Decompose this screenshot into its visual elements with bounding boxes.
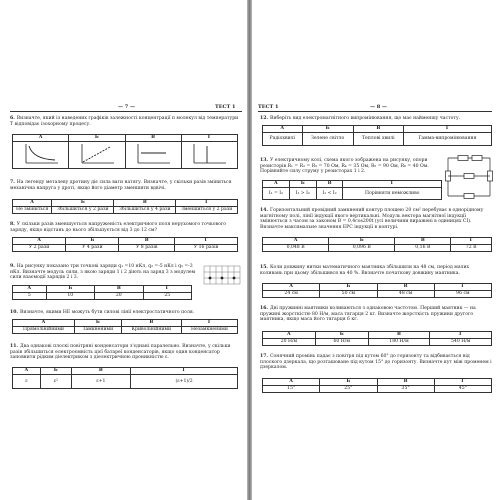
answer-option[interactable]: 180 Н/м: [368, 338, 430, 346]
answer-option[interactable]: 48 см: [377, 290, 434, 298]
option-header: Г: [131, 368, 238, 375]
question-number: 10.: [10, 310, 18, 315]
option-header: Б: [315, 332, 368, 339]
option-header: А: [263, 238, 329, 245]
question-9: [10, 264, 200, 281]
option-header: В: [95, 286, 143, 293]
option-header: В: [114, 200, 176, 207]
answer-option[interactable]: ε+1: [71, 374, 131, 388]
option-header: В: [377, 379, 434, 386]
option-header: Г: [175, 238, 238, 245]
option-header: В: [368, 332, 430, 339]
question-10: [10, 310, 242, 316]
right-page: [252, 0, 500, 500]
answer-table-17: [262, 378, 492, 393]
answer-option[interactable]: Збільшиться у 2 рази: [52, 206, 114, 214]
answer-option[interactable]: 25: [143, 292, 192, 300]
option-header: Г: [403, 126, 491, 133]
question-number: 14.: [260, 208, 268, 213]
option-header: В: [125, 135, 181, 142]
graph-option-a[interactable]: [13, 141, 69, 168]
option-header: Б: [320, 379, 377, 386]
option-header: Б: [66, 238, 119, 245]
answer-option[interactable]: 24 см: [263, 290, 320, 298]
answer-option[interactable]: Замкненими: [75, 326, 122, 334]
question-12: [260, 116, 492, 122]
answer-table-10: [12, 319, 238, 334]
option-header: Б: [329, 238, 395, 245]
graph-increasing-dashed-icon: [77, 142, 117, 166]
option-header: Б: [52, 200, 114, 207]
question-text: Дві пружинні маятники коливаються з однаковою частотою. Перший маятник — на пружині жорсткістю 80 Н/м, маса тягарця 2 кг. Визначте жорсткість пружини другого маятника, якщо маса його тягарця 6 кг.: [260, 306, 476, 323]
question-text: Коли довжину нитки математичного маятника збільшили на 48 см, період малих коливань при цьому збільшився на 40 %. Визначте початкову довжину маятника.: [260, 265, 470, 276]
answer-option[interactable]: (ε+1)/2: [131, 374, 238, 388]
answer-option[interactable]: 10: [46, 292, 94, 300]
question-text: Горизонтальний провідний замкнений контур площею 20 см² перебуває в однорідному магнітному полі, лінії індукції якого вертикальні. Модуль вектора магнітної індукції змінюється з часом за законом B = 0,4cos200t (усі величини виражені в одиницях СІ). Визначте максимальне значення ЕРС індукції в контурі.: [260, 208, 484, 230]
answer-option[interactable]: I₁ = I₂: [263, 187, 290, 199]
option-header: В: [377, 284, 434, 291]
graph-option-c[interactable]: [125, 141, 181, 168]
option-header: А: [13, 200, 52, 207]
question-14: [260, 208, 492, 230]
circuit-diagram-icon: [444, 154, 494, 200]
option-header: А: [13, 368, 41, 375]
question-6: [10, 116, 242, 127]
question-text: На легенду металеву дротину діє сила ваги натягу. Визначте, у скільки разів зміниться механічна напруга у дроті, якщо його діаметр зменшити вдвічі.: [10, 180, 232, 191]
answer-table-13: [262, 180, 442, 200]
answer-option[interactable]: 15°: [263, 385, 320, 393]
option-header: В: [395, 238, 451, 245]
option-header: В: [316, 181, 343, 188]
option-header: А: [263, 181, 290, 188]
answer-option[interactable]: 20: [95, 292, 143, 300]
graph-option-b[interactable]: [69, 141, 125, 168]
test-label-right: ТЕСТ 1: [258, 104, 279, 110]
option-header: Б: [75, 320, 122, 327]
answer-table-7: [12, 199, 238, 214]
answer-option[interactable]: 0,048 В: [263, 244, 329, 252]
option-header: Г: [434, 284, 491, 291]
graph-horizontal-line-icon: [133, 142, 173, 166]
question-number: 7.: [10, 180, 15, 185]
question-16: [260, 306, 492, 323]
question-text: Два однакові плоскі повітряні конденсатори з'єднані паралельно. Визначте, у скільки разів збільшиться електроємність цієї батареї конденсаторів, якщо один конденсатор заповнити рідким діелектриком з діелектричною проникністю ε.: [10, 344, 231, 361]
question-text: Визначте, який із наведених графіків залежності концентрації п молекул від температури Т відповідає ізохорному процесу.: [10, 116, 239, 127]
option-header: А: [13, 135, 69, 142]
question-number: 15.: [260, 265, 268, 270]
question-number: 13.: [260, 158, 268, 163]
question-17: [260, 354, 492, 371]
answer-option[interactable]: У 8 разів: [119, 244, 175, 252]
option-header: Г: [343, 181, 442, 188]
option-header: А: [13, 238, 66, 245]
answer-option[interactable]: 5: [13, 292, 47, 300]
question-number: 9.: [10, 264, 15, 269]
question-number: 11.: [10, 344, 18, 349]
option-header: В: [353, 126, 403, 133]
option-header: В: [121, 320, 181, 327]
answer-table-9: [12, 285, 192, 300]
option-header: Г: [181, 135, 237, 142]
option-header: В: [119, 238, 175, 245]
answer-table-16: [262, 331, 492, 346]
answer-table-15: [262, 283, 492, 298]
option-header: А: [263, 332, 316, 339]
answer-option[interactable]: 540 Н/м: [430, 338, 492, 346]
option-header: А: [263, 284, 320, 291]
option-header: Г: [430, 332, 492, 339]
question-number: 17.: [260, 354, 268, 359]
option-header: Б: [289, 181, 316, 188]
question-number: 16.: [260, 306, 268, 311]
question-text: На рисунку показано три точкові заряди q₁ =10 нКл, q₂ =-5 нКл і q₃ =-3 нКл. Визначте модуль сили, з якою заряди 1 і 2 діють на заряд 3 з модулем сили взаємодії зарядів 2 і 3.: [10, 264, 196, 281]
option-header: Г: [176, 200, 238, 207]
option-header: Г: [143, 286, 192, 293]
answer-table-11: [12, 367, 238, 389]
answer-option[interactable]: У 2 рази: [13, 244, 66, 252]
question-text: У скільки разів зменшується напруженість електричного поля нерухомого точкового заряду, якщо відстань до нього збільшується від 3 до 12 см?: [10, 222, 227, 233]
answer-option[interactable]: 35°: [377, 385, 434, 393]
answer-option[interactable]: Зменшиться у 2 рази: [176, 206, 238, 214]
answer-option[interactable]: 96 см: [434, 290, 491, 298]
answer-option[interactable]: 72 В: [451, 244, 492, 252]
page-number-left: — 7 —: [118, 104, 135, 110]
answer-option[interactable]: I₁ > I₂: [289, 187, 316, 199]
answer-option[interactable]: 0,16 В: [395, 244, 451, 252]
option-header: В: [71, 368, 131, 375]
answer-option[interactable]: У 4 рази: [66, 244, 119, 252]
answer-option[interactable]: 50 см: [320, 290, 377, 298]
option-header: Б: [302, 126, 353, 133]
answer-option[interactable]: Прямолінійними: [13, 326, 75, 334]
question-8: [10, 222, 242, 233]
question-number: 6.: [10, 116, 15, 121]
answer-option[interactable]: 0,096 В: [329, 244, 395, 252]
answer-option[interactable]: Гамма-випромінювання: [403, 132, 491, 145]
answer-option[interactable]: Зелене світло: [302, 132, 353, 145]
left-page: [0, 0, 247, 500]
graph-option-d[interactable]: [181, 141, 237, 168]
graph-vertical-line-icon: [189, 142, 229, 166]
test-label-left: ТЕСТ 1: [215, 104, 236, 110]
option-header: Г: [451, 238, 492, 245]
answer-table-6: [12, 134, 238, 169]
option-header: Б: [40, 368, 71, 375]
header-rule: [258, 111, 492, 112]
answer-option[interactable]: ε²: [40, 374, 71, 388]
answer-table-14: [262, 237, 492, 252]
option-header: Г: [434, 379, 491, 386]
answer-table-8: [12, 237, 238, 252]
question-text: Виберіть вид електромагнітного випромінювання, що має найменшу частоту.: [270, 116, 461, 121]
option-header: Г: [181, 320, 237, 327]
answer-option[interactable]: 20 Н/м: [263, 338, 316, 346]
answer-option[interactable]: Теплові хвилі: [353, 132, 403, 145]
answer-option[interactable]: У 16 разів: [175, 244, 238, 252]
header-rule: [10, 111, 242, 112]
answer-option[interactable]: 25°: [320, 385, 377, 393]
answer-option[interactable]: 45°: [434, 385, 491, 393]
answer-option[interactable]: Порівняти неможливо: [343, 187, 442, 199]
question-13: [260, 158, 440, 175]
question-text: У електричному колі, схема якого зображена на рисунку, опори резисторів R₁ = R₂ = R₃ = 70 Ом, R₄ = 35 Ом, R₅ = 90 Ом, R₆ = 40 Ом. Порівняйте силу струму у резисторах 1 і 2.: [260, 158, 429, 175]
question-11: [10, 344, 242, 361]
page-number-right: — 8 —: [370, 104, 387, 110]
option-header: А: [13, 320, 75, 327]
question-number: 8.: [10, 222, 15, 227]
option-header: Б: [320, 284, 377, 291]
answer-option[interactable]: Збільшиться у 4 рази: [114, 206, 176, 214]
question-15: [260, 265, 492, 276]
question-text: Сонячний промінь падає з повітря під кутом 60° до горизонту та відбивається від плоского дзеркала, що розташоване під кутом 15° до горизонту. Визначте кут між променем і дзеркалом.: [260, 354, 492, 371]
answer-option[interactable]: Криволінійними: [121, 326, 181, 334]
option-header: А: [13, 286, 47, 293]
question-number: 12.: [260, 116, 268, 121]
answer-option[interactable]: Не зміниться: [13, 206, 52, 214]
charges-grid-figure-icon: [202, 264, 242, 286]
answer-table-12: [262, 125, 492, 146]
question-text: Визначте, якими НЕ можуть бути силові лінії електростатичного поля.: [20, 310, 195, 315]
option-header: Б: [69, 135, 125, 142]
answer-option[interactable]: Незамкненими: [181, 326, 237, 334]
answer-option[interactable]: I₁ < I₂: [316, 187, 343, 199]
option-header: А: [263, 126, 303, 133]
answer-option[interactable]: Радіохвилі: [263, 132, 303, 145]
answer-option[interactable]: 60 Н/м: [315, 338, 368, 346]
graph-decreasing-curve-icon: [21, 142, 61, 166]
option-header: Б: [46, 286, 94, 293]
answer-option[interactable]: ε: [13, 374, 41, 388]
question-7: [10, 180, 242, 191]
option-header: А: [263, 379, 320, 386]
